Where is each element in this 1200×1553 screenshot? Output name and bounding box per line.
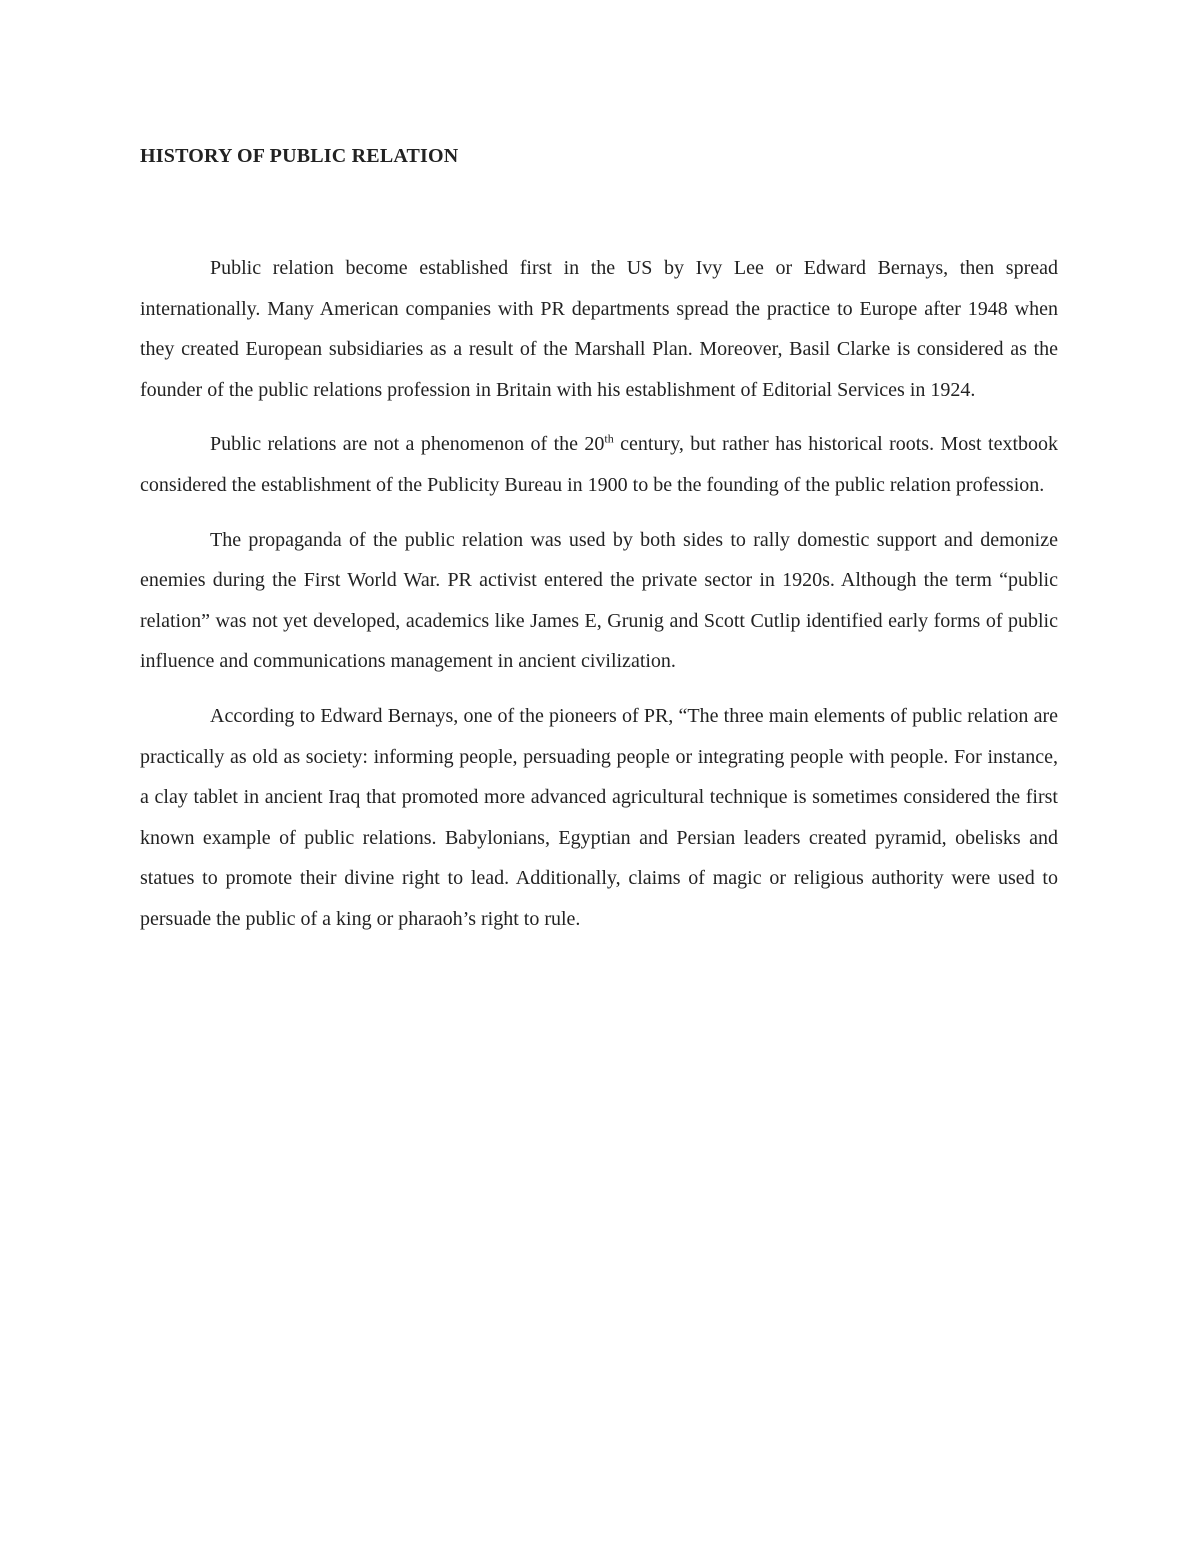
- document-title: HISTORY OF PUBLIC RELATION: [140, 145, 459, 167]
- document-body: [140, 140, 1058, 940]
- paragraph-2: [140, 424, 1058, 505]
- paragraph-2-text-end: century, but rather has historical roots. Most textbook considered the establishment of the Publicity Bureau in 1900 to be the founding of the public relation profession.: [140, 433, 1059, 496]
- paragraph-4: According to Edward Bernays, one of the pioneers of PR, “The three main elements of public relation are practically as old as society: informing people, persuading people or integrating people with people. For instance, a clay tablet in ancient Iraq that promoted more advanced agricultural technique is sometimes considered the first known example of public relations. Babylonians, Egyptian and Persian leaders created pyramid, obelisks and statues to promote their divine right to lead. Additionally, claims of magic or religious authority were used to persuade the public of a king or pharaoh’s right to rule.: [140, 704, 1058, 930]
- paragraph-3: The propaganda of the public relation was used by both sides to rally domestic support and demonize enemies during the First World War. PR activist entered the private sector in 1920s. Although the term “public relation” was not yet developed, academics like James E, Grunig and Scott Cutlip identified early forms of public influence and communications management in ancient civilization.: [140, 528, 1058, 673]
- superscript-th: th: [604, 431, 614, 446]
- paragraph-2-text-start: Public relations are not a phenomenon of the 20: [210, 433, 605, 456]
- paragraph-1: Public relation become established first in the US by Ivy Lee or Edward Bernays, then spread internationally. Many American companies with PR departments spread the practice to Europe after 1948 when they created European subsidiaries as a result of the Marshall Plan. Moreover, Basil Clarke is considered as the founder of the public relations profession in Britain with his establishment of Editorial Services in 1924.: [140, 257, 1058, 401]
